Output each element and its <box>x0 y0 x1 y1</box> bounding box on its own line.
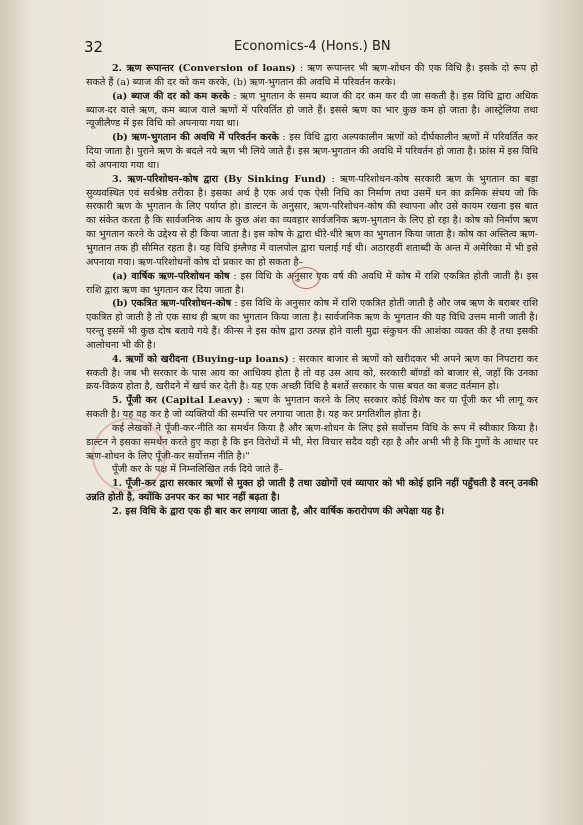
text-run: : ऋण के भुगतान करने के लिए सरकार कोई विशेष कर या पूँजी कर भी लागू कर सकती है। यह वह कर है जो व्यक्तियों की सम्पत्ति पर लगाया जाता है। यह कर प्रगतिशील होता है। <box>86 395 538 421</box>
text-run: : इस विधि के अनुसार कोष में राशि एकत्रित होती जाती है और जब ऋण के बराबर राशि एकत्रित हो जाती है तो एक साथ ही ऋण का भुगतान किया जाता है। सार्वजनिक ऋण के भुगतान की यह विधि उत्तम मानी जाती है। परन्तु इसमें भी कुछ दोष बताये गये हैं। कीन्स ने इस कोष द्वारा उत्पन्न होने वाली मुद्रा संकुचन की आशंका व्यक्त की है तथा इसकी आलोचना भी की है। <box>86 298 538 351</box>
bold-text-run: 2. इस विधि के द्वारा एक ही बार कर लगाया जाता है, और वार्षिक करारोपण की अपेक्षा यह है। <box>112 506 445 517</box>
bold-text-run: 1. पूँजी-कर द्वारा सरकार ऋणों से मुक्त हो जाती है तथा उद्योगों एवं व्यापार को भी कोई हानि नहीं पहुँचती है वरन् उनकी उन्नति होती है, क्योंकि उनपर कर का भार नहीं बढ़ता है। <box>86 478 538 504</box>
text-run: पूँजी कर के पक्ष में निम्नलिखित तर्क दिये जाते हैं– <box>112 464 284 476</box>
bold-text-run: (b) एकत्रित ऋण-परिशोधन-कोष <box>112 298 232 310</box>
paragraph-argument-2 <box>86 505 538 519</box>
text-run: : इस विधि द्वारा अल्पकालीन ऋणों को दीर्घकालीन ऋणों में परिवर्तित कर दिया जाता है। पुराने ऋण के बदले नये ऋण भी लिये जाते हैं। इस ऋण-भुगतान की अवधि में परिवर्तन हो जाता है। फ्रांस में इस विधि को अपनाया गया था। <box>86 132 538 171</box>
page-number: 32 <box>84 38 104 56</box>
bold-text-run: (a) ब्याज की दर को कम करके <box>112 90 230 102</box>
text-run: कई लेखकों ने पूँजी-कर-नीति का समर्थन किया है और ऋण-शोधन के लिए इसे सर्वोत्तम विधि के रूप में स्वीकार किया है। डाल्टन ने इसका समर्थन करते हुए कहा है कि इन विरोधों में भी, मेरा विचार सदैव यही रहा है और अभी भी है कि गुणों के आधार पर ऋण-शोधन के लिए पूँजी-कर सर्वोत्तम नीति है।" <box>86 422 538 462</box>
paragraph-buying-up-loans <box>86 353 538 395</box>
pen-circle-mark <box>292 267 320 289</box>
page-header <box>84 38 554 60</box>
text-run: : ऋण रूपान्तर भी ऋण-शोधन की एक विधि है। इसके दो रूप हो सकते हैं (a) ब्याज की दर को कम करके, (b) ऋण-भुगतान की अवधि में परिवर्तन करके। <box>86 63 538 88</box>
bold-text-run: 4. ऋणों को खरीदना (Buying-up loans) <box>112 353 289 365</box>
paragraph-capital-levy <box>86 394 538 422</box>
paragraph-change-repayment-period <box>86 131 538 173</box>
bold-text-run: 5. पूँजी कर (Capital Leavy) <box>112 395 243 407</box>
bold-text-run: 3. ऋण-परिशोधन-कोष द्वारा (By Sinking Fund) <box>112 173 327 185</box>
paragraph-sinking-fund <box>86 173 538 270</box>
paragraph-reduce-interest-rate <box>86 90 538 132</box>
bold-text-run: (a) वार्षिक ऋण-परिशोधन कोष <box>112 270 230 282</box>
paragraph-conversion-of-loans <box>86 62 538 90</box>
bold-text-run: (b) ऋण-भुगतान की अवधि में परिवर्तन करके <box>112 132 279 144</box>
paragraph-accumulated-sinking-fund <box>86 297 538 352</box>
text-run: : इस विधि के अनुसार एक वर्ष की अवधि में कोष में राशि एकत्रित होती जाती है। इस राशि द्वारा ऋण का भुगतान कर दिया जाता है। <box>86 270 538 296</box>
text-run: : सरकार बाजार से ऋणों को खरीदकर भी अपने ऋण का निपटारा कर सकती है। जब भी सरकार के पास आय का आधिक्य होता है तो वह उस आय को, सरकारी बॉण्डों को बाजार से, जहाँ कि उनका क्रय-विक्रय होता है, खरीदने में खर्च कर देती है। यह एक अच्छी विधि है बशर्ते सरकार के पास बचत का बजट वर्तमान हो। <box>86 353 538 393</box>
text-run: : ऋण भुगतान के समय ब्याज की दर कम कर दी जा सकती है। इस विधि द्वारा अधिक ब्याज-दर वाले ऋण, कम ब्याज वाले ऋणों में परिवर्तित हो जाते हैं। इससे ऋण का भार कुछ कम हो जाता है। आस्ट्रेलिया तथा न्यूजीलैण्ड में इस विधि को अपनाया गया था। <box>86 90 538 130</box>
running-title: Economics-4 (Hons.) BN <box>234 39 391 54</box>
text-run: : ऋण-परिशोधन-कोष सरकारी ऋण के भुगतान का बड़ा सुव्यवस्थित एवं सर्वश्रेष्ठ तरीका है। इसका अर्थ है एक अर्थ एक ऐसी निधि का निर्माण तथा उसमें धन का क्रमिक संचय जो कि सरकारी ऋण के भुगतान के लिए पर्याप्त हो। डाल्टन के अनुसार, ऋण-परिशोधन-कोष की स्थापना और उसे कायम रखना इस बात का संकेत करता है कि सार्वजनिक आय के कुछ अंश का व्यवहार सार्वजनिक ऋण-भुगतान के लिए हो रहा है। कोष को निर्माण ऋण का भुगतान करने के उद्देश्य से ही किया जाता है। इस कोष के द्वारा धीरे-धीरे ऋण का भुगतान किया जाता है। कोष का अस्तित्व ऋण-भुगतान तक ही सीमित रहता है। यह विधि इंग्लैण्ड में वालपोल द्वारा चलाई गई थी। अठारहवीं शताब्दी के अन्त में अमेरिका में भी इसे अपनाया गया। ऋण-परिशोधनों कोष दो प्रकार का हो सकता है– <box>86 173 538 268</box>
bold-text-run: 2. ऋण रूपान्तर (Conversion of loans) <box>112 63 296 74</box>
